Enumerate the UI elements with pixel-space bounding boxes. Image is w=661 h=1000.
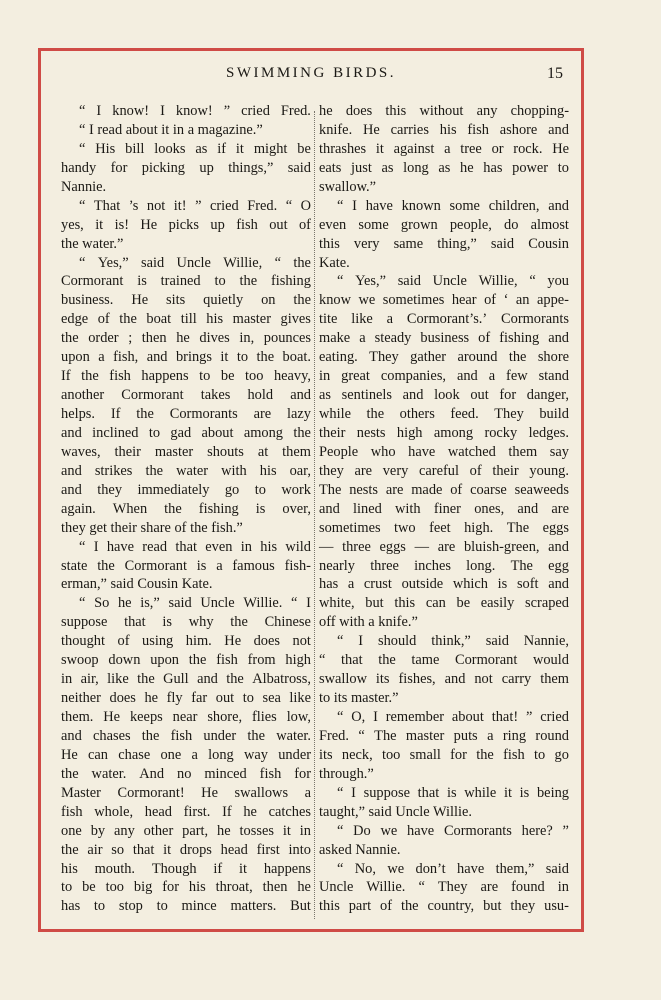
left-column-line: erman,” said Cousin Kate. — [61, 576, 213, 593]
left-column-line: thought of using him. He does not — [61, 633, 311, 650]
right-column-line: make a steady business of fishing and — [319, 330, 569, 347]
left-column-line: the water. And no minced fish for — [61, 765, 311, 782]
right-column-line: nearly three inches long. The egg — [319, 557, 569, 574]
right-column-line: The nests are made of coarse seaweeds — [319, 481, 569, 498]
left-column-line: swoop down upon the fish from high — [61, 652, 311, 669]
right-column-line: “ I should think,” said Nannie, — [337, 633, 569, 650]
left-column-line: his mouth. Though if it happens — [61, 860, 311, 877]
right-column-line: sometimes two feet high. The eggs — [319, 519, 569, 536]
left-column-line: and strikes the water with his oar, — [61, 462, 311, 479]
right-column-line: as sentinels and look out for danger, — [319, 387, 569, 404]
left-column-line: “ Yes,” said Uncle Willie, “ the — [79, 254, 311, 271]
right-column-line: eating. They gather around the shore — [319, 349, 569, 366]
right-column-line: “ O, I remember about that! ” cried — [337, 709, 569, 725]
left-column-line: helps. If the Cormorants are lazy — [61, 406, 311, 422]
left-column-line: has to stop to mince matters. But — [61, 898, 311, 915]
left-column-line: “ That ’s not it! ” cried Fred. “ O — [79, 197, 311, 214]
left-column-line: “ I have read that even in his wild — [79, 538, 311, 555]
right-column-line: know we sometimes hear of ‘ an appe- — [319, 292, 569, 309]
left-column-line: He can chase one a long way under — [61, 746, 311, 763]
right-column-line: swallow its fishes, and not carry them — [319, 671, 569, 688]
column-divider — [314, 111, 315, 919]
page-number: 15 — [547, 65, 563, 82]
page-header — [41, 51, 581, 101]
left-column-line: “ So he is,” said Uncle Willie. “ I — [79, 595, 311, 612]
left-column-line: business. He sits quietly on the — [61, 292, 311, 309]
left-column-line: “ His bill looks as if it might be — [79, 140, 311, 157]
left-text-column — [61, 102, 311, 916]
left-column-line: fish whole, head first. If he catches — [61, 803, 311, 820]
right-column-line: its neck, too small for the fish to go — [319, 746, 569, 763]
left-column-line: “ I know! I know! ” cried Fred. — [79, 103, 311, 119]
right-column-line: Uncle Willie. “ They are found in — [319, 879, 569, 896]
left-column-line: state the Cormorant is a famous fish- — [61, 557, 311, 574]
right-column-line: knife. He carries his fish ashore and — [319, 121, 569, 138]
right-column-line: even some grown people, do almost — [319, 216, 569, 233]
left-column-line: to be too big for his throat, then he — [61, 879, 311, 896]
left-column-line: handy for picking up things,” said — [61, 159, 311, 176]
left-column-line: neither does he fly far out to sea like — [61, 690, 311, 707]
right-column-line: swallow.” — [319, 178, 377, 195]
page-frame — [38, 48, 584, 932]
right-column-line: this part of the country, but they usu- — [319, 898, 569, 915]
right-column-line: Fred. “ The master puts a ring round — [319, 727, 569, 744]
right-column-line: “ No, we don’t have them,” said — [337, 860, 569, 877]
left-column-line: edge of the boat till his master gives — [61, 311, 311, 328]
left-column-line: the air so that it drops head first into — [61, 841, 311, 858]
left-column-line: upon a fish, and brings it to the boat. — [61, 349, 311, 366]
right-column-line: — three eggs — are bluish-green, and — [319, 538, 569, 555]
right-text-column — [319, 102, 569, 916]
left-column-line: If the fish happens to be too heavy, — [61, 368, 311, 385]
right-column-line: and lined with finer ones, and are — [319, 500, 569, 517]
left-column-line: again. When the fishing is over, — [61, 500, 311, 517]
left-column-line: yes, it is! He picks up fish out of — [61, 216, 311, 233]
right-column-line: thrashes it against a tree or rock. He — [319, 140, 569, 157]
right-column-line: People who have watched them say — [319, 443, 569, 460]
right-column-line: “ I have known some children, and — [337, 197, 569, 214]
left-column-line: in air, like the Gull and the Albatross, — [61, 671, 311, 688]
right-column-line: eats just as long as he has power to — [319, 159, 569, 176]
right-column-line: “ Do we have Cormorants here? ” — [337, 822, 569, 839]
left-column-line: the water.” — [61, 235, 124, 252]
right-column-line: he does this without any chopping- — [319, 103, 569, 119]
right-column-line: while the others feed. They build — [319, 406, 569, 422]
left-column-line: them. He keeps near shore, flies low, — [61, 709, 311, 725]
right-column-line: white, but this can be easily scraped — [319, 595, 569, 612]
right-column-line: in great companies, and a few stand — [319, 368, 569, 385]
right-column-line: asked Nannie. — [319, 841, 401, 858]
right-column-line: this very same thing,” said Cousin — [319, 235, 569, 252]
right-column-line: “ that the tame Cormorant would — [319, 652, 569, 669]
left-column-line: Cormorant is trained to the fishing — [61, 273, 311, 290]
left-column-line: Master Cormorant! He swallows a — [61, 784, 311, 801]
right-column-line: “ Yes,” said Uncle Willie, “ you — [337, 273, 569, 290]
left-column-line: and inclined to gad about among the — [61, 424, 311, 441]
left-column-line: “ I read about it in a magazine.” — [79, 121, 263, 138]
left-column-line: they get their share of the fish.” — [61, 519, 243, 536]
left-column-line: and chases the fish under the water. — [61, 727, 311, 744]
right-column-line: they are very careful of their young. — [319, 462, 569, 479]
left-column-line: waves, their master shouts at them — [61, 443, 311, 460]
left-column-line: suppose that is why the Chinese — [61, 614, 311, 631]
right-column-line: off with a knife.” — [319, 614, 418, 631]
left-column-line: one by any other part, he tosses it in — [61, 822, 311, 839]
running-title: SWIMMING BIRDS. — [225, 65, 396, 81]
right-column-line: Kate. — [319, 254, 350, 271]
left-column-line: Nannie. — [61, 178, 107, 195]
right-column-line: has a crust outside which is soft and — [319, 576, 569, 593]
right-column-line: through.” — [319, 765, 374, 782]
right-column-line: taught,” said Uncle Willie. — [319, 803, 473, 820]
left-column-line: and they immediately go to work — [61, 481, 311, 498]
right-column-line: to its master.” — [319, 690, 399, 707]
right-column-line: “ I suppose that is while it is being — [337, 784, 569, 801]
right-column-line: tite like a Cormorant’s.’ Cormorants — [319, 311, 569, 328]
left-column-line: another Cormorant takes hold and — [61, 387, 311, 404]
right-column-line: their nests high among rocky ledges. — [319, 424, 569, 441]
left-column-line: the order ; then he dives in, pounces — [61, 330, 311, 347]
